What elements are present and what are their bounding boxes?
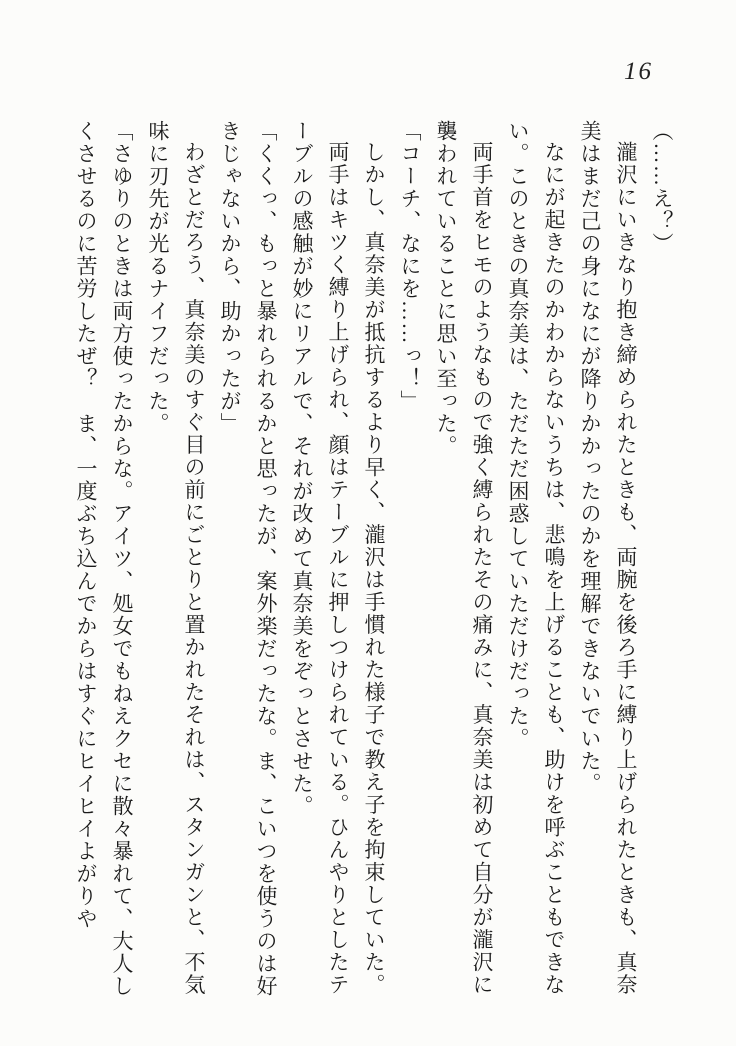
paragraph: 「コーチ、なにを……っ！」 [398, 120, 422, 413]
paragraph: （……え？） [650, 120, 674, 255]
paragraph: なにが起きたのかわからないうちは、悲鳴を上げることも、助けを呼ぶこともできない。このときの真奈美は、ただただ困惑していただけだった。 [506, 120, 566, 996]
page-text [52, 120, 680, 1008]
page-number: 16 [624, 58, 653, 85]
paragraph: 「さゆりのときは両方使ったからな。アイツ、処女でもねえクセに散々暴れて、大人しくさせるのに苦労したぜ？ ま、一度ぶち込んでからはすぐにヒイヒイよがりや [74, 120, 134, 998]
paragraph: しかし、真奈美が抵抗するより早く、瀧沢は手慣れた様子で教え子を拘束していた。 [362, 141, 386, 996]
paragraph: 両手首をヒモのようなもので強く縛られたその痛みに、真奈美は初めて自分が瀧沢に襲われていることに思い至った。 [434, 120, 494, 996]
paragraph: わざとだろう、真奈美のすぐ目の前にごとりと置かれたそれは、スタンガンと、不気味に刃先が光るナイフだった。 [146, 120, 206, 996]
paragraph: 瀧沢にいきなり抱き締められたときも、両腕を後ろ手に縛り上げられたときも、真奈美はまだ己の身になにが降りかかったのかを理解できないでいた。 [578, 120, 638, 996]
paragraph: 両手はキツく縛り上げられ、顔はテーブルに押しつけられている。ひんやりとしたテーブルの感触が妙にリアルで、それが改めて真奈美をぞっとさせた。 [290, 120, 350, 996]
paragraph: 「くくっ、もっと暴れられるかと思ったが、案外楽だったな。ま、こいつを使うのは好きじゃないから、助かったが」 [218, 120, 278, 998]
